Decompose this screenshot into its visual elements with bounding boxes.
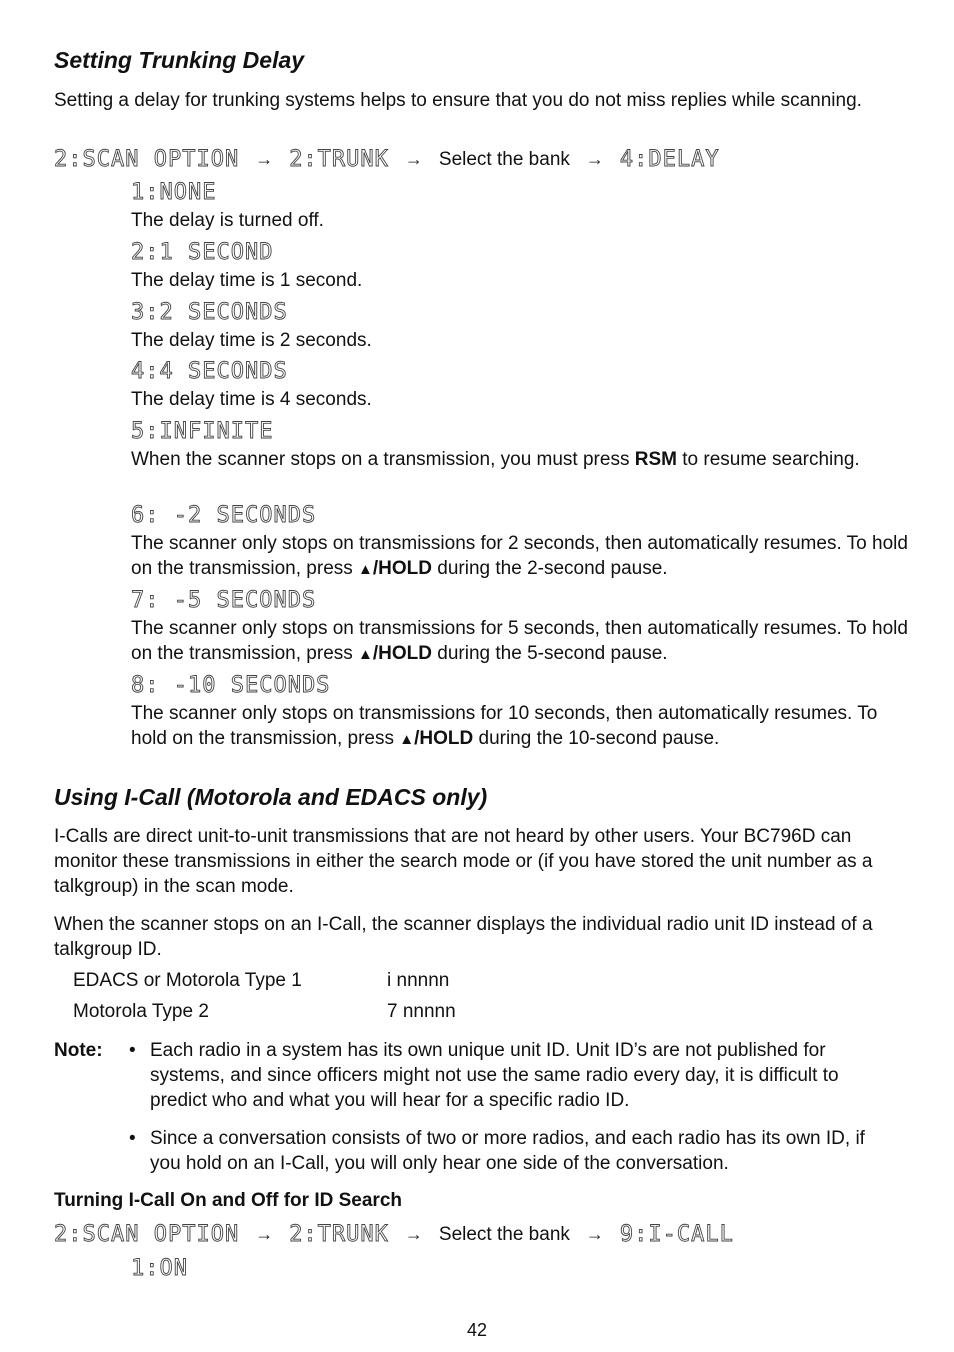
option-description: When the scanner stops on a transmission, you must press RSM to resume searching. xyxy=(131,449,860,470)
arrow-icon: → xyxy=(585,148,604,169)
menu-step-select-bank: Select the bank xyxy=(438,148,570,170)
i-call-intro: I-Calls are direct unit-to-unit transmissions that are not heard by other users. Your BC796D can monitor these transmissions in either the search mode or (if you have stored the unit number as a talkgroup) in the scan mode. xyxy=(54,826,873,897)
menu-step-i-call: 9:I-CALL xyxy=(619,1221,734,1247)
bullet-icon: • xyxy=(129,1128,136,1149)
delay-option-minus-2-seconds xyxy=(131,501,911,582)
table-row xyxy=(73,999,573,1030)
id-format: i nnnnn xyxy=(387,970,450,991)
system-type: EDACS or Motorola Type 1 xyxy=(73,970,302,991)
option-description: The delay is turned off. xyxy=(131,210,324,231)
unit-id-table xyxy=(73,968,573,1030)
delay-option-infinite xyxy=(131,417,911,472)
up-triangle-icon: ▲ xyxy=(399,731,415,748)
id-format: 7 nnnnn xyxy=(387,1001,456,1022)
menu-step-scan-option: 2:SCAN OPTION xyxy=(54,146,240,172)
note-item: Each radio in a system has its own unique unit ID. Unit ID’s are not published for systems, and since officers might not use the same radio every day, it is difficult to predict who and what you will hear for a specific radio ID. xyxy=(150,1040,839,1111)
menu-step-select-bank: Select the bank xyxy=(438,1223,570,1245)
i-call-option-on xyxy=(131,1254,911,1284)
option-code: 4:4 SECONDS xyxy=(131,359,288,384)
hold-key: ▲/HOLD xyxy=(399,728,474,749)
note-label: Note: xyxy=(54,1040,103,1061)
option-code: 7: -5 SECONDS xyxy=(131,588,317,613)
delay-option-1-second xyxy=(131,238,911,293)
delay-option-4-seconds xyxy=(131,357,911,412)
option-description: The delay time is 2 seconds. xyxy=(131,330,372,351)
bullet-icon: • xyxy=(129,1040,136,1061)
section-title-trunking-delay: Setting Trunking Delay xyxy=(54,47,305,73)
option-code: 6: -2 SECONDS xyxy=(131,503,317,528)
hold-key: ▲/HOLD xyxy=(358,558,433,579)
option-code: 1:NONE xyxy=(131,180,217,205)
option-code: 1:ON xyxy=(131,1256,188,1281)
option-code: 5:INFINITE xyxy=(131,419,274,444)
i-call-display: When the scanner stops on an I-Call, the scanner displays the individual radio unit ID instead of a talkgroup ID. xyxy=(54,914,873,960)
hold-key: ▲/HOLD xyxy=(358,643,433,664)
option-description: The delay time is 1 second. xyxy=(131,270,363,291)
arrow-icon: → xyxy=(255,148,274,169)
menu-step-scan-option: 2:SCAN OPTION xyxy=(54,1221,240,1247)
option-description: The scanner only stops on transmissions for 2 seconds, then automatically resumes. To hold on the transmission, press ▲/HOLD during the 2-second pause. xyxy=(131,533,908,579)
section-title-i-call: Using I-Call (Motorola and EDACS only) xyxy=(54,784,488,810)
option-code: 8: -10 SECONDS xyxy=(131,673,331,698)
up-triangle-icon: ▲ xyxy=(358,646,373,663)
subheading-i-call-on-off: Turning I-Call On and Off for ID Search xyxy=(54,1190,402,1211)
delay-option-none xyxy=(131,178,911,233)
page-number: 42 xyxy=(466,1320,488,1340)
option-code: 2:1 SECOND xyxy=(131,240,274,265)
arrow-icon: → xyxy=(404,1223,423,1244)
menu-step-trunk: 2:TRUNK xyxy=(289,146,389,172)
trunking-delay-intro: Setting a delay for trunking systems helps to ensure that you do not miss replies while scanning. xyxy=(54,90,862,111)
menu-path-delay xyxy=(54,144,720,174)
system-type: Motorola Type 2 xyxy=(73,1001,209,1022)
delay-option-minus-5-seconds xyxy=(131,586,911,667)
up-triangle-icon: ▲ xyxy=(358,561,373,578)
arrow-icon: → xyxy=(255,1223,274,1244)
rsm-key: RSM xyxy=(634,449,677,470)
option-code: 3:2 SECONDS xyxy=(131,300,288,325)
delay-option-2-seconds xyxy=(131,298,911,353)
menu-step-delay: 4:DELAY xyxy=(619,146,720,172)
option-description: The scanner only stops on transmissions for 5 seconds, then automatically resumes. To hold on the transmission, press ▲/HOLD during the 5-second pause. xyxy=(131,618,908,664)
arrow-icon: → xyxy=(585,1223,604,1244)
arrow-icon: → xyxy=(404,148,423,169)
menu-path-i-call xyxy=(54,1219,734,1249)
option-description: The delay time is 4 seconds. xyxy=(131,389,372,410)
menu-step-trunk: 2:TRUNK xyxy=(289,1221,389,1247)
option-description: The scanner only stops on transmissions for 10 seconds, then automatically resumes. To hold on the transmission, press ▲/HOLD during the 10-second pause. xyxy=(131,703,878,749)
table-row xyxy=(73,968,573,999)
delay-option-minus-10-seconds xyxy=(131,671,911,752)
note-item: Since a conversation consists of two or more radios, and each radio has its own ID, if you hold on an I-Call, you will only hear one side of the conversation. xyxy=(150,1128,865,1174)
